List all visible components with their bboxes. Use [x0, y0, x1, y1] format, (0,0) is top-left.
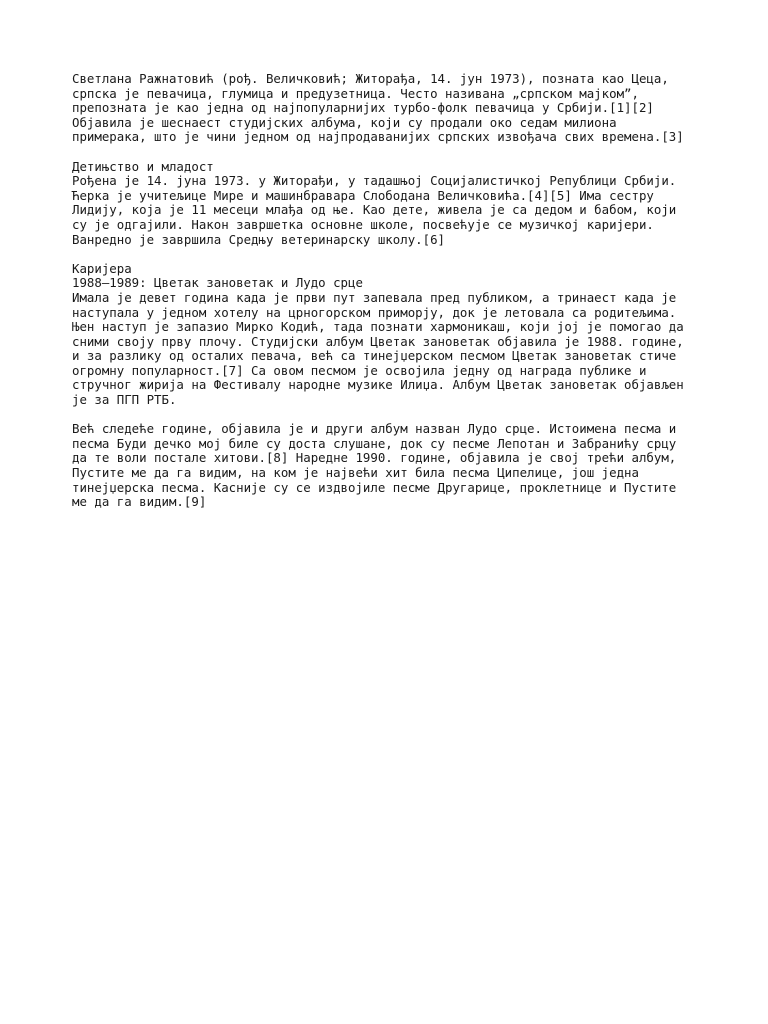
text-line: тинејџерска песма. Касније су се издвојиле песме Другарице, проклетнице и Пустите	[72, 479, 677, 495]
section-heading-career: Каријера	[72, 260, 132, 276]
text-line: Пустите ме да га видим, на ком је највећи хит била песма Ципелице, још једна	[72, 465, 639, 481]
intro-paragraph	[72, 72, 696, 145]
career-paragraph-2	[72, 422, 696, 510]
text-line: Рођена је 14. јуна 1973. у Житорађи, у тадашњој Социјалистичкој Републици Србији.	[72, 173, 677, 189]
paragraph-gap	[72, 145, 696, 160]
paragraph-gap	[72, 247, 696, 262]
text-line: Ћерка је учитељице Мире и машинбравара Слободана Величковића.[4][5] Има сестру	[72, 187, 654, 203]
text-line: српска је певачица, глумица и предузетница. Често називана „српском мајком”,	[72, 85, 639, 101]
text-line: Њен наступ је запазио Мирко Кодић, тада познати хармоникаш, који јој је помогао да	[72, 319, 684, 335]
subsection-heading-career: 1988—1989: Цветак зановетак и Лудо срце	[72, 275, 363, 291]
text-line: Објавила је шеснаест студијских албума, који су продали око седам милиона	[72, 114, 617, 130]
text-line: да те воли постале хитови.[8] Наредне 1990. године, објавила је свој трећи албум,	[72, 450, 677, 466]
text-line: препозната је као једна од најпопуларнијих турбо-фолк певачица у Србији.[1][2]	[72, 100, 654, 116]
text-line: Већ следеће године, објавила је и други албум назван Лудо срце. Истоимена песма и	[72, 421, 677, 437]
career-paragraph-1	[72, 291, 696, 408]
section-heading-childhood: Детињство и младост	[72, 158, 214, 174]
text-line: огромну популарност.[7] Са овом песмом је освојила једну од награда публике и	[72, 362, 647, 378]
text-line: Лидију, која је 11 месеци млађа од ње. Као дете, живела је са дедом и бабом, који	[72, 202, 677, 218]
text-line: је за ПГП РТБ.	[72, 392, 177, 408]
paragraph-gap	[72, 408, 696, 423]
text-line: Имала је девет година када је први пут запевала пред публиком, а тринаест када је	[72, 289, 677, 305]
text-line: ме да га видим.[9]	[72, 494, 207, 510]
text-line: наступала у једном хотелу на црногорском приморју, док је летовала са родитељима.	[72, 304, 677, 320]
text-line: сними своју прву плочу. Студијски албум Цветак зановетак објавила је 1988. године,	[72, 333, 684, 349]
document-page	[72, 72, 696, 510]
text-line: Ванредно је завршила Средњу ветеринарску школу.[6]	[72, 231, 445, 247]
text-line: су је одгајили. Након завршетка основне школе, посвећује се музичкој каријери.	[72, 216, 654, 232]
text-line: и за разлику од осталих певача, већ са тинејџерском песмом Цветак зановетак стиче	[72, 348, 677, 364]
text-line: примерака, што је чини једном од најпродаванијих српских извођача свих времена.[3]	[72, 129, 684, 145]
text-line: стручног жирија на Фестивалу народне музике Илиџа. Албум Цветак зановетак објављен	[72, 377, 684, 393]
text-line: Светлана Ражнатовић (рођ. Величковић; Житорађа, 14. јун 1973), позната као Цеца,	[72, 71, 669, 86]
childhood-paragraph	[72, 174, 696, 247]
text-line: песма Буди дечко мој биле су доста слушане, док су песме Лепотан и Забранићу срцу	[72, 435, 677, 451]
